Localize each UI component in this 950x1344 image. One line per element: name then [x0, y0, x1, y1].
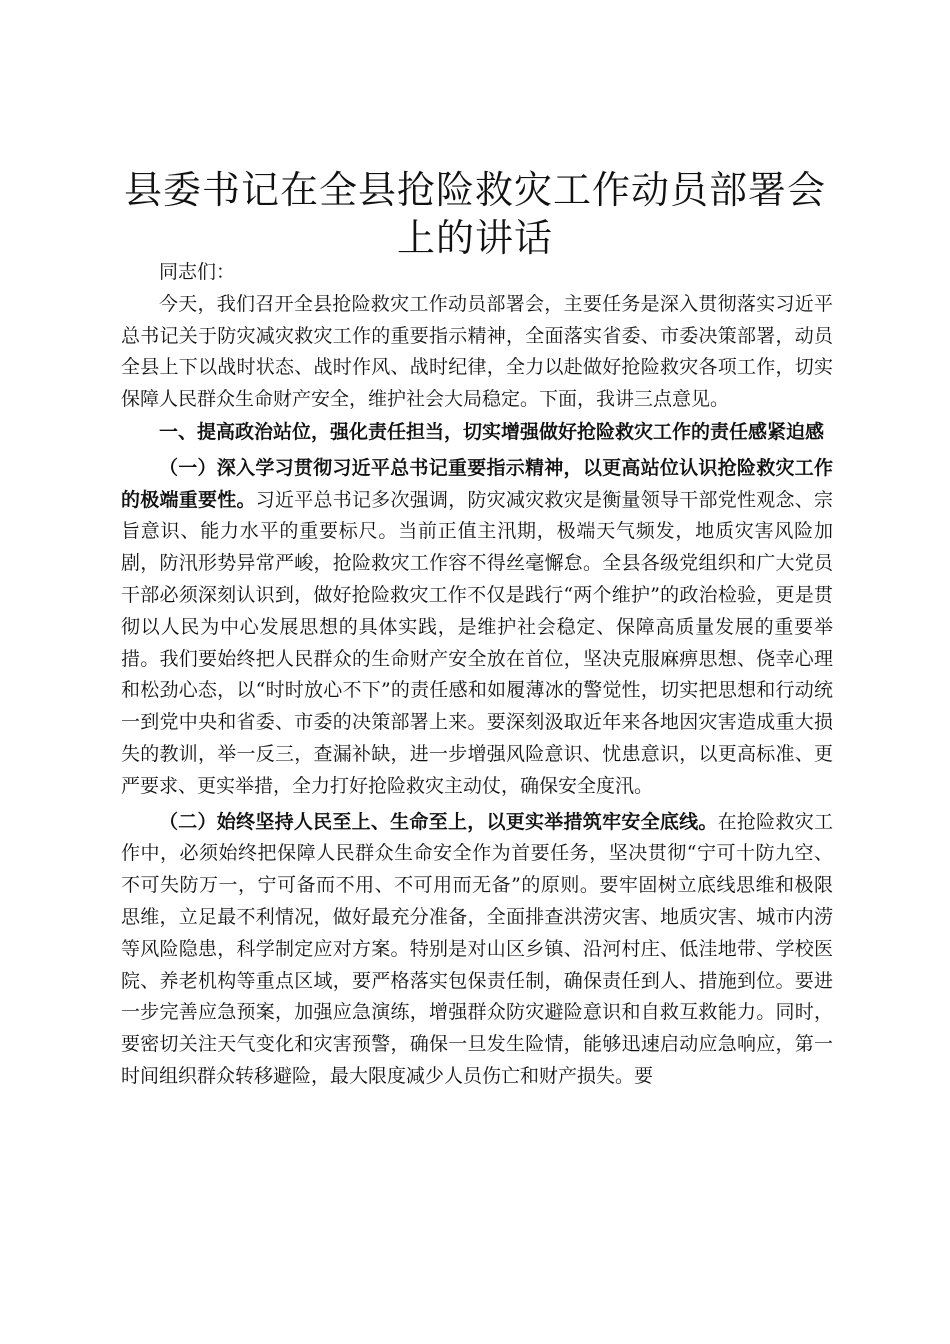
section-1-sub-1-heading: （一）深入学习贯彻习近平总书记重要指示精神，以更高站位认识抢险救灾工作的极端重要性。	[121, 456, 833, 511]
section-1-sub-1-paragraph	[121, 453, 833, 803]
document-body	[121, 257, 833, 1093]
intro-paragraph: 今天，我们召开全县抢险救灾工作动员部署会，主要任务是深入贯彻落实习近平总书记关于防灾减灾救灾工作的重要指示精神，全面落实省委、市委决策部署，动员全县上下以战时状态、战时作风、战时纪律，全力以赴做好抢险救灾各项工作，切实保障人民群众生命财产安全，维护社会大局稳定。下面，我讲三点意见。	[121, 292, 833, 411]
salutation: 同志们：	[159, 261, 236, 283]
section-1-sub-2-heading: （二）始终坚持人民至上、生命至上，以更实举措筑牢安全底线。	[159, 810, 718, 833]
section-1-heading: 一、提高政治站位，强化责任担当，切实增强做好抢险救灾工作的责任感紧迫感	[159, 420, 825, 443]
document-title: 县委书记在全县抢险救灾工作动员部署会上的讲话	[123, 168, 826, 260]
section-1-sub-2-text: 在抢险救灾工作中，必须始终把保障人民群众生命安全作为首要任务，坚决贯彻“宁可十防九空、不可失防万一，宁可备而不用、不可用而无备”的原则。要牢固树立底线思维和极限思维，立足最不利情况，做好最充分准备，全面排查洪涝灾害、地质灾害、城市内涝等风险隐患，科学制定应对方案。特别是对山区乡镇、沿河村庄、低洼地带、学校医院、养老机构等重点区域，要严格落实包保责任制，确保责任到人、措施到位。要进一步完善应急预案，加强应急演练，增强群众防灾避险意识和自救互救能力。同时，要密切关注天气变化和灾害预警，确保一旦发生险情，能够迅速启动应急响应，第一时间组织群众转移避险，最大限度减少人员伤亡和财产损失。要	[121, 810, 833, 1087]
section-1-sub-2-paragraph	[121, 807, 833, 1093]
section-1-sub-1-text: 习近平总书记多次强调，防灾减灾救灾是衡量领导干部党性观念、宗旨意识、能力水平的重要标尺。当前正值主汛期，极端天气频发，地质灾害风险加剧，防汛形势异常严峻，抢险救灾工作容不得丝毫懈怠。全县各级党组织和广大党员干部必须深刻认识到，做好抢险救灾工作不仅是践行“两个维护”的政治检验，更是贯彻以人民为中心发展思想的具体实践，是维护社会稳定、保障高质量发展的重要举措。我们要始终把人民群众的生命财产安全放在首位，坚决克服麻痹思想、侥幸心理和松劲心态，以“时时放心不下”的责任感和如履薄冰的警觉性，切实把思想和行动统一到党中央和省委、市委的决策部署上来。要深刻汲取近年来各地因灾害造成重大损失的教训，举一反三，查漏补缺，进一步增强风险意识、忧患意识，以更高标准、更严要求、更实举措，全力打好抢险救灾主动仗，确保安全度汛。	[121, 488, 833, 797]
